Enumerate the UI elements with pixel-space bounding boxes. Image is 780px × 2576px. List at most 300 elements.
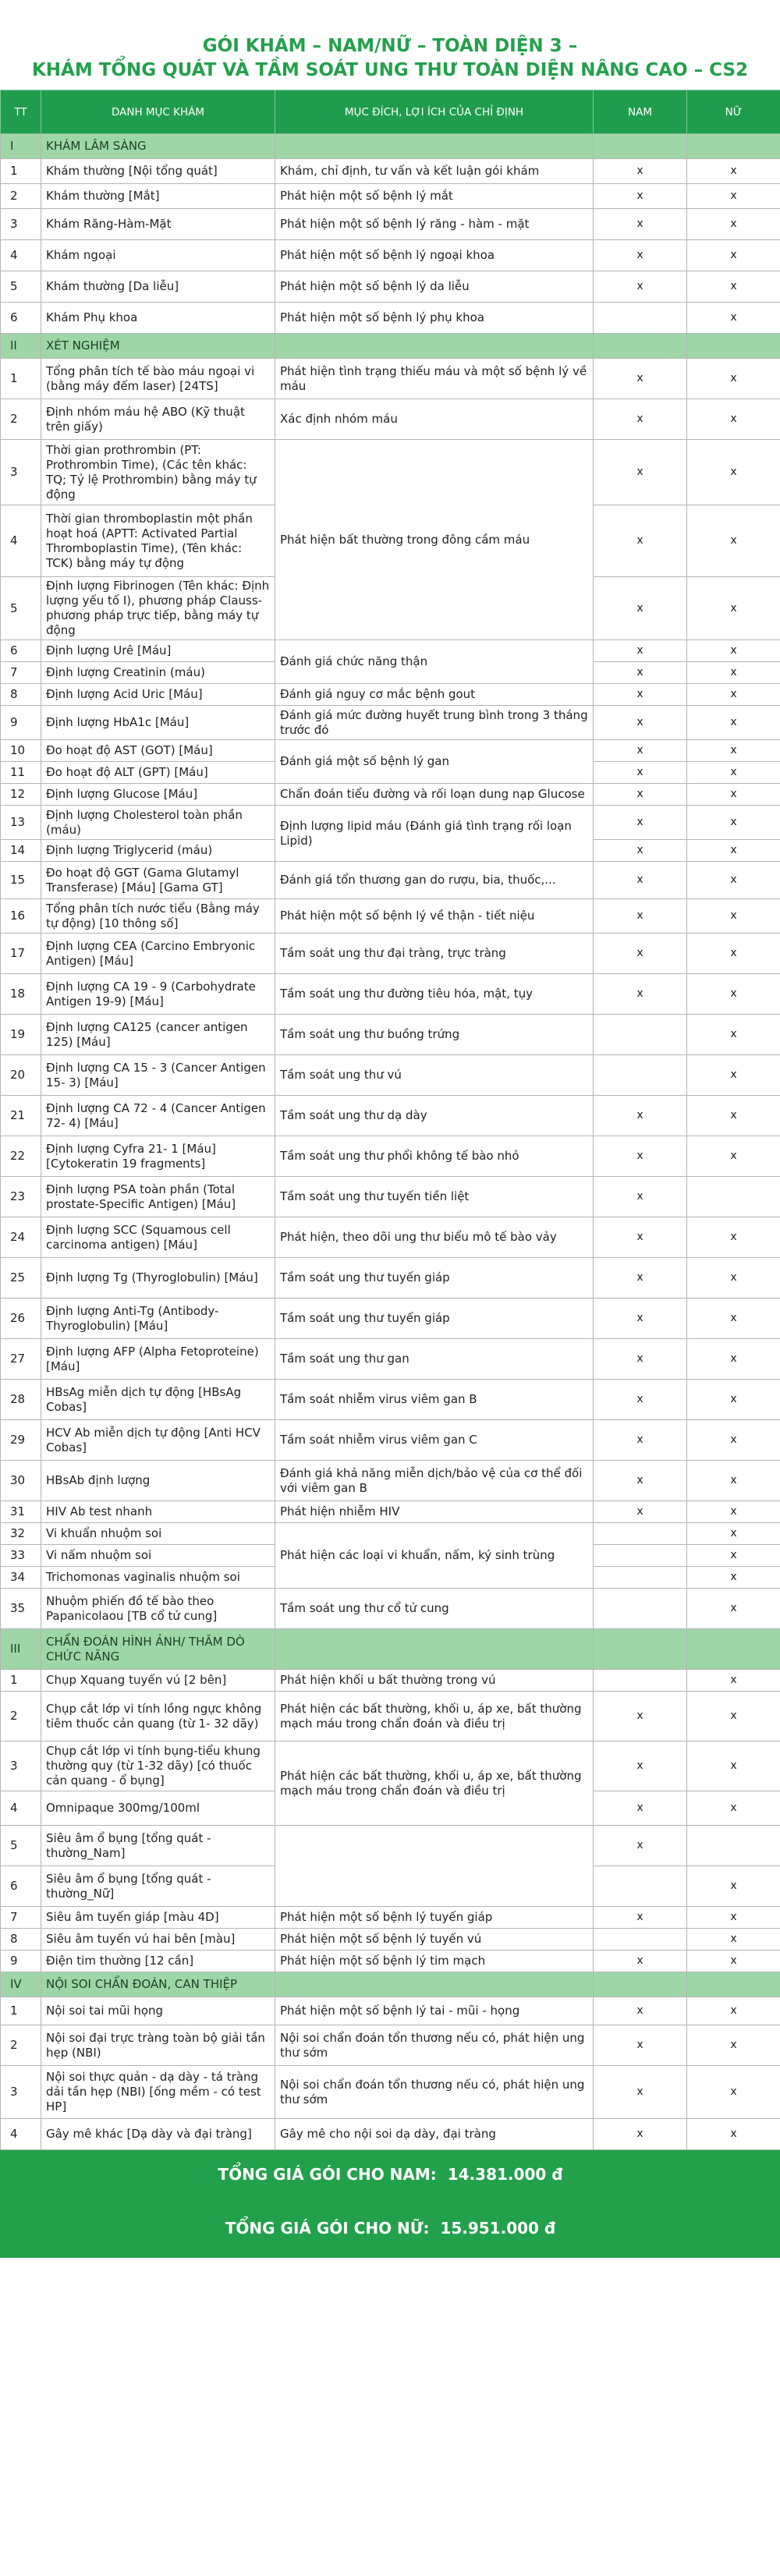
female-mark: x	[687, 1055, 780, 1096]
male-mark	[594, 1567, 687, 1589]
table-row	[1, 684, 780, 706]
female-mark: x	[687, 1217, 780, 1258]
row-number: 6	[1, 640, 41, 662]
table-row	[1, 303, 780, 334]
male-mark: x	[594, 740, 687, 762]
item-name: Omnipaque 300mg/100ml	[41, 1791, 275, 1826]
section-female-empty	[687, 1629, 780, 1670]
total-male	[1, 2150, 780, 2200]
row-number: 32	[1, 1523, 41, 1545]
male-mark: x	[594, 2025, 687, 2066]
item-purpose: Tầm soát nhiễm virus viêm gan C	[275, 1420, 594, 1461]
item-purpose: Xác định nhóm máu	[275, 399, 594, 440]
table-row	[1, 1055, 780, 1096]
item-purpose: Phát hiện một số bệnh lý ngoại khoa	[275, 240, 594, 271]
item-name: Siêu âm ổ bụng [tổng quát - thường_Nam]	[41, 1826, 275, 1866]
table-row	[1, 240, 780, 271]
section-male-empty	[594, 134, 687, 159]
table-row	[1, 1692, 780, 1742]
item-purpose: Phát hiện một số bệnh lý tuyến vú	[275, 1929, 594, 1951]
item-purpose: Phát hiện một số bệnh lý da liễu	[275, 271, 594, 303]
total-male-label: TỔNG GIÁ GÓI CHO NAM:	[218, 2165, 437, 2184]
female-mark: x	[687, 640, 780, 662]
male-mark: x	[594, 974, 687, 1015]
item-name: Khám Răng-Hàm-Mặt	[41, 209, 275, 240]
item-purpose: Tầm soát ung thư tuyến giáp	[275, 1258, 594, 1299]
row-number: 31	[1, 1501, 41, 1523]
section-row	[1, 134, 780, 159]
item-name: Định lượng Fibrinogen (Tên khác: Định lượng yếu tố I), phương pháp Clauss-phương pháp trực tiếp, bằng máy tự động	[41, 577, 275, 640]
row-number: 28	[1, 1380, 41, 1420]
section-male-empty	[594, 334, 687, 359]
female-mark: x	[687, 1461, 780, 1501]
row-number: 3	[1, 209, 41, 240]
item-name: Khám thường [Mắt]	[41, 184, 275, 209]
female-mark: x	[687, 1791, 780, 1826]
item-name: Khám ngoại	[41, 240, 275, 271]
female-mark: x	[687, 1015, 780, 1055]
item-name: Định lượng AFP (Alpha Fetoproteine) [Máu]	[41, 1339, 275, 1380]
male-mark: x	[594, 1339, 687, 1380]
row-number: 2	[1, 399, 41, 440]
male-mark: x	[594, 784, 687, 806]
section-female-empty	[687, 334, 780, 359]
row-number: 7	[1, 1907, 41, 1929]
female-mark: x	[687, 974, 780, 1015]
male-mark: x	[594, 640, 687, 662]
item-name: Nội soi tai mũi họng	[41, 1997, 275, 2025]
row-number: 34	[1, 1567, 41, 1589]
male-mark: x	[594, 1420, 687, 1461]
page-title	[0, 0, 780, 90]
female-mark: x	[687, 440, 780, 505]
female-mark: x	[687, 899, 780, 934]
female-mark: x	[687, 1136, 780, 1177]
table-row	[1, 1929, 780, 1951]
item-name: Nhuộm phiến đồ tế bào theo Papanicolaou [TB cổ tử cung]	[41, 1589, 275, 1629]
male-mark: x	[594, 440, 687, 505]
section-purpose-empty	[275, 1629, 594, 1670]
male-mark: x	[594, 1791, 687, 1826]
item-purpose: Phát hiện nhiễm HIV	[275, 1501, 594, 1523]
female-mark: x	[687, 806, 780, 840]
header-purpose: MỤC ĐÍCH, LỢI ÍCH CỦA CHỈ ĐỊNH	[275, 90, 594, 134]
male-mark: x	[594, 1177, 687, 1217]
male-mark	[594, 1589, 687, 1629]
row-number: 9	[1, 706, 41, 740]
female-mark	[687, 1826, 780, 1866]
female-mark: x	[687, 1742, 780, 1791]
male-mark: x	[594, 1692, 687, 1742]
row-number: 19	[1, 1015, 41, 1055]
table-row	[1, 1258, 780, 1299]
row-number: 5	[1, 1826, 41, 1866]
item-name: Siêu âm tuyến vú hai bên [màu]	[41, 1929, 275, 1951]
item-name: Định lượng CEA (Carcino Embryonic Antigen) [Máu]	[41, 934, 275, 974]
female-mark: x	[687, 2119, 780, 2150]
row-number: 6	[1, 303, 41, 334]
row-number: 1	[1, 1670, 41, 1692]
row-number: 9	[1, 1951, 41, 1972]
row-number: 2	[1, 1692, 41, 1742]
row-number: 10	[1, 740, 41, 762]
item-name: Định lượng CA 15 - 3 (Cancer Antigen 15- 3) [Máu]	[41, 1055, 275, 1096]
row-number: 8	[1, 1929, 41, 1951]
table-row	[1, 1523, 780, 1545]
male-mark: x	[594, 1501, 687, 1523]
header-tt: TT	[1, 90, 41, 134]
table-header-row	[1, 90, 780, 134]
male-mark: x	[594, 1826, 687, 1866]
row-number: 26	[1, 1299, 41, 1339]
row-number: 14	[1, 840, 41, 862]
row-number: 25	[1, 1258, 41, 1299]
item-name: Định lượng Creatinin (máu)	[41, 662, 275, 684]
item-purpose: Tầm soát ung thư tuyến giáp	[275, 1299, 594, 1339]
female-mark: x	[687, 184, 780, 209]
female-mark: x	[687, 271, 780, 303]
row-number: 15	[1, 862, 41, 899]
section-title: XÉT NGHIỆM	[41, 334, 275, 359]
item-purpose: Phát hiện các bất thường, khối u, áp xe, bất thường mạch máu trong chẩn đoán và điều trị	[275, 1742, 594, 1826]
female-mark: x	[687, 1929, 780, 1951]
item-purpose: Gây mê cho nội soi dạ dày, đại tràng	[275, 2119, 594, 2150]
male-mark: x	[594, 1299, 687, 1339]
table-row	[1, 1177, 780, 1217]
female-mark: x	[687, 706, 780, 740]
item-purpose: Phát hiện một số bệnh lý tuyến giáp	[275, 1907, 594, 1929]
item-purpose: Phát hiện tình trạng thiếu máu và một số bệnh lý về máu	[275, 359, 594, 399]
item-purpose: Đánh giá mức đường huyết trung bình trong 3 tháng trước đó	[275, 706, 594, 740]
item-purpose: Đánh giá nguy cơ mắc bệnh gout	[275, 684, 594, 706]
item-name: Định lượng HbA1c [Máu]	[41, 706, 275, 740]
total-female-row	[1, 2200, 780, 2258]
table-row	[1, 1217, 780, 1258]
item-name: Định lượng CA 72 - 4 (Cancer Antigen 72- 4) [Máu]	[41, 1096, 275, 1136]
item-purpose: Phát hiện các loại vi khuẩn, nấm, ký sinh trùng	[275, 1523, 594, 1589]
item-purpose: Phát hiện bất thường trong đông cầm máu	[275, 440, 594, 640]
male-mark: x	[594, 1096, 687, 1136]
item-name: HBsAg miễn dịch tự động [HBsAg Cobas]	[41, 1380, 275, 1420]
male-mark: x	[594, 1742, 687, 1791]
item-name: Thời gian thromboplastin một phần hoạt hoá (APTT: Activated Partial Thromboplastin Time), (Tên khác: TCK) bằng máy tự động	[41, 505, 275, 577]
row-number: 1	[1, 159, 41, 184]
item-purpose: Phát hiện khối u bất thường trong vú	[275, 1670, 594, 1692]
item-purpose: Tầm soát nhiễm virus viêm gan B	[275, 1380, 594, 1420]
table-row	[1, 706, 780, 740]
item-purpose: Nội soi chẩn đoán tổn thương nếu có, phát hiện ung thư sớm	[275, 2066, 594, 2119]
female-mark: x	[687, 1997, 780, 2025]
item-purpose: Tầm soát ung thư vú	[275, 1055, 594, 1096]
item-purpose: Phát hiện một số bệnh lý mắt	[275, 184, 594, 209]
female-mark: x	[687, 159, 780, 184]
item-name: Khám thường [Nội tổng quát]	[41, 159, 275, 184]
row-number: 3	[1, 2066, 41, 2119]
row-number: 8	[1, 684, 41, 706]
male-mark	[594, 1866, 687, 1907]
row-number: 22	[1, 1136, 41, 1177]
item-purpose: Phát hiện các bất thường, khối u, áp xe, bất thường mạch máu trong chẩn đoán và điều trị	[275, 1692, 594, 1742]
item-purpose: Tầm soát ung thư cổ tử cung	[275, 1589, 594, 1629]
row-number: 5	[1, 577, 41, 640]
row-number: 2	[1, 184, 41, 209]
male-mark: x	[594, 840, 687, 862]
item-name: Định lượng Tg (Thyroglobulin) [Máu]	[41, 1258, 275, 1299]
item-name: Khám thường [Da liễu]	[41, 271, 275, 303]
female-mark: x	[687, 934, 780, 974]
female-mark: x	[687, 1380, 780, 1420]
item-name: Định lượng CA125 (cancer antigen 125) [Máu]	[41, 1015, 275, 1055]
female-mark: x	[687, 1545, 780, 1567]
row-number: 35	[1, 1589, 41, 1629]
item-purpose: Phát hiện một số bệnh lý tim mạch	[275, 1951, 594, 1972]
item-name: Siêu âm tuyến giáp [màu 4D]	[41, 1907, 275, 1929]
female-mark: x	[687, 740, 780, 762]
male-mark: x	[594, 209, 687, 240]
row-number: 5	[1, 271, 41, 303]
item-name: Chụp cắt lớp vi tính lồng ngực không tiêm thuốc cản quang (từ 1- 32 dãy)	[41, 1692, 275, 1742]
table-row	[1, 1670, 780, 1692]
table-row	[1, 640, 780, 662]
table-row	[1, 1339, 780, 1380]
row-number: 18	[1, 974, 41, 1015]
female-mark: x	[687, 1420, 780, 1461]
item-name: Định lượng Triglycerid (máu)	[41, 840, 275, 862]
male-mark	[594, 1523, 687, 1545]
table-row	[1, 1742, 780, 1791]
item-name: Định lượng Urê [Máu]	[41, 640, 275, 662]
male-mark: x	[594, 684, 687, 706]
item-purpose: Định lượng lipid máu (Đánh giá tình trạng rối loạn Lipid)	[275, 806, 594, 862]
item-name: Đo hoạt độ GGT (Gama Glutamyl Transferase) [Máu] [Gama GT]	[41, 862, 275, 899]
female-mark: x	[687, 1567, 780, 1589]
female-mark: x	[687, 862, 780, 899]
row-number: 11	[1, 762, 41, 784]
table-row	[1, 1096, 780, 1136]
male-mark: x	[594, 1907, 687, 1929]
female-mark: x	[687, 209, 780, 240]
item-name: Định lượng Acid Uric [Máu]	[41, 684, 275, 706]
item-purpose: Phát hiện một số bệnh lý tai - mũi - họng	[275, 1997, 594, 2025]
female-mark: x	[687, 1523, 780, 1545]
row-number: 29	[1, 1420, 41, 1461]
row-number: 33	[1, 1545, 41, 1567]
table-row	[1, 271, 780, 303]
table-row	[1, 974, 780, 1015]
item-name: Gây mê khác [Dạ dày và đại tràng]	[41, 2119, 275, 2150]
table-row	[1, 159, 780, 184]
section-purpose-empty	[275, 334, 594, 359]
table-row	[1, 1299, 780, 1339]
section-female-empty	[687, 1972, 780, 1997]
male-mark: x	[594, 806, 687, 840]
female-mark: x	[687, 2025, 780, 2066]
row-number: 27	[1, 1339, 41, 1380]
female-mark: x	[687, 1096, 780, 1136]
table-row	[1, 1997, 780, 2025]
table-row	[1, 1015, 780, 1055]
female-mark: x	[687, 1692, 780, 1742]
item-name: Định lượng PSA toàn phần (Total prostate-Specific Antigen) [Máu]	[41, 1177, 275, 1217]
header-name: DANH MỤC KHÁM	[41, 90, 275, 134]
female-mark: x	[687, 2066, 780, 2119]
female-mark: x	[687, 684, 780, 706]
title-line-1: GÓI KHÁM – NAM/NỮ – TOÀN DIỆN 3 –	[202, 36, 578, 56]
title-line-2: KHÁM TỔNG QUÁT VÀ TẦM SOÁT UNG THƯ TOÀN DIỆN NÂNG CAO – CS2	[31, 60, 749, 80]
female-mark: x	[687, 1258, 780, 1299]
table-body	[1, 134, 780, 2150]
male-mark: x	[594, 184, 687, 209]
female-mark: x	[687, 1670, 780, 1692]
row-number: 4	[1, 505, 41, 577]
female-mark: x	[687, 662, 780, 684]
female-mark	[687, 1177, 780, 1217]
female-mark: x	[687, 1866, 780, 1907]
total-female-label: TỔNG GIÁ GÓI CHO NỮ:	[225, 2219, 430, 2238]
section-number: IV	[1, 1972, 41, 1997]
row-number: 4	[1, 2119, 41, 2150]
female-mark: x	[687, 577, 780, 640]
male-mark	[594, 303, 687, 334]
female-mark: x	[687, 303, 780, 334]
male-mark: x	[594, 240, 687, 271]
table-row	[1, 934, 780, 974]
item-name: Định lượng Cyfra 21- 1 [Máu] [Cytokeratin 19 fragments]	[41, 1136, 275, 1177]
item-purpose: Khám, chỉ định, tư vấn và kết luận gói khám	[275, 159, 594, 184]
row-number: 6	[1, 1866, 41, 1907]
section-number: II	[1, 334, 41, 359]
item-name: Điện tim thường [12 cần]	[41, 1951, 275, 1972]
item-purpose: Tầm soát ung thư gan	[275, 1339, 594, 1380]
total-male-row	[1, 2150, 780, 2200]
item-name: Chụp Xquang tuyến vú [2 bên]	[41, 1670, 275, 1692]
item-purpose: Phát hiện, theo dõi ung thư biểu mô tế bào vảy	[275, 1217, 594, 1258]
section-male-empty	[594, 1629, 687, 1670]
female-mark: x	[687, 840, 780, 862]
item-name: Chụp cắt lớp vi tính bụng-tiểu khung thường quy (từ 1-32 dãy) [có thuốc cản quang - ổ bụng]	[41, 1742, 275, 1791]
table-row	[1, 1420, 780, 1461]
item-name: Đo hoạt độ AST (GOT) [Máu]	[41, 740, 275, 762]
item-purpose: Tầm soát ung thư phổi không tế bào nhỏ	[275, 1136, 594, 1177]
item-name: Nội soi thực quản - dạ dày - tá tràng dải tần hẹp (NBI) [ống mềm - có test HP]	[41, 2066, 275, 2119]
row-number: 3	[1, 1742, 41, 1791]
male-mark: x	[594, 359, 687, 399]
row-number: 20	[1, 1055, 41, 1096]
item-purpose: Đánh giá chức năng thận	[275, 640, 594, 684]
section-number: I	[1, 134, 41, 159]
row-number: 24	[1, 1217, 41, 1258]
female-mark: x	[687, 359, 780, 399]
item-purpose: Tầm soát ung thư buồng trứng	[275, 1015, 594, 1055]
item-name: Trichomonas vaginalis nhuộm soi	[41, 1567, 275, 1589]
item-purpose: Phát hiện một số bệnh lý răng - hàm - mặt	[275, 209, 594, 240]
section-row	[1, 334, 780, 359]
item-name: Định lượng Glucose [Máu]	[41, 784, 275, 806]
female-mark: x	[687, 240, 780, 271]
item-name: Tổng phân tích tế bào máu ngoại vi (bằng máy đếm laser) [24TS]	[41, 359, 275, 399]
item-purpose	[275, 1826, 594, 1907]
table-row	[1, 1589, 780, 1629]
item-name: Định lượng Cholesterol toàn phần (máu)	[41, 806, 275, 840]
female-mark: x	[687, 1589, 780, 1629]
row-number: 2	[1, 2025, 41, 2066]
package-table	[0, 90, 780, 2258]
female-mark: x	[687, 1501, 780, 1523]
female-mark: x	[687, 399, 780, 440]
item-name: Nội soi đại trực tràng toàn bộ giải tần hẹp (NBI)	[41, 2025, 275, 2066]
item-name: Định lượng CA 19 - 9 (Carbohydrate Antigen 19-9) [Máu]	[41, 974, 275, 1015]
male-mark: x	[594, 1380, 687, 1420]
total-male-value: 14.381.000 đ	[447, 2165, 563, 2184]
item-name: HCV Ab miễn dịch tự động [Anti HCV Cobas]	[41, 1420, 275, 1461]
section-female-empty	[687, 134, 780, 159]
row-number: 13	[1, 806, 41, 840]
total-female	[1, 2200, 780, 2258]
section-title: CHẨN ĐOÁN HÌNH ẢNH/ THĂM DÒ CHỨC NĂNG	[41, 1629, 275, 1670]
male-mark	[594, 1015, 687, 1055]
item-name: Đo hoạt độ ALT (GPT) [Máu]	[41, 762, 275, 784]
male-mark: x	[594, 762, 687, 784]
row-number: 4	[1, 1791, 41, 1826]
row-number: 12	[1, 784, 41, 806]
item-purpose: Tầm soát ung thư dạ dày	[275, 1096, 594, 1136]
table-row	[1, 899, 780, 934]
header-female: NỮ	[687, 90, 780, 134]
item-purpose: Đánh giá khả năng miễn dịch/bảo vệ của cơ thể đối với viêm gan B	[275, 1461, 594, 1501]
male-mark: x	[594, 577, 687, 640]
male-mark	[594, 1545, 687, 1567]
table-row	[1, 862, 780, 899]
row-number: 7	[1, 662, 41, 684]
section-row	[1, 1972, 780, 1997]
item-purpose: Đánh giá tổn thương gan do rượu, bia, thuốc,...	[275, 862, 594, 899]
item-name: Siêu âm ổ bụng [tổng quát - thường_Nữ]	[41, 1866, 275, 1907]
table-row	[1, 2025, 780, 2066]
row-number: 4	[1, 240, 41, 271]
male-mark: x	[594, 2119, 687, 2150]
table-row	[1, 806, 780, 840]
female-mark: x	[687, 505, 780, 577]
table-row	[1, 784, 780, 806]
row-number: 1	[1, 1997, 41, 2025]
male-mark: x	[594, 662, 687, 684]
table-row	[1, 1907, 780, 1929]
table-row	[1, 1136, 780, 1177]
item-name: Khám Phụ khoa	[41, 303, 275, 334]
item-purpose: Đánh giá một số bệnh lý gan	[275, 740, 594, 784]
female-mark: x	[687, 1951, 780, 1972]
row-number: 23	[1, 1177, 41, 1217]
item-name: Định nhóm máu hệ ABO (Kỹ thuật trên giấy)	[41, 399, 275, 440]
row-number: 16	[1, 899, 41, 934]
table-row	[1, 2119, 780, 2150]
table-row	[1, 440, 780, 505]
female-mark: x	[687, 1299, 780, 1339]
section-row	[1, 1629, 780, 1670]
table-row	[1, 184, 780, 209]
item-purpose: Phát hiện một số bệnh lý phụ khoa	[275, 303, 594, 334]
item-purpose: Tầm soát ung thư tuyến tiền liệt	[275, 1177, 594, 1217]
female-mark: x	[687, 784, 780, 806]
item-purpose: Chẩn đoán tiểu đường và rối loạn dung nạp Glucose	[275, 784, 594, 806]
male-mark: x	[594, 1461, 687, 1501]
female-mark: x	[687, 1907, 780, 1929]
table-row	[1, 1380, 780, 1420]
section-title: NỘI SOI CHẨN ĐOÁN, CAN THIỆP	[41, 1972, 275, 1997]
table-row	[1, 1461, 780, 1501]
male-mark	[594, 1929, 687, 1951]
header-male: NAM	[594, 90, 687, 134]
